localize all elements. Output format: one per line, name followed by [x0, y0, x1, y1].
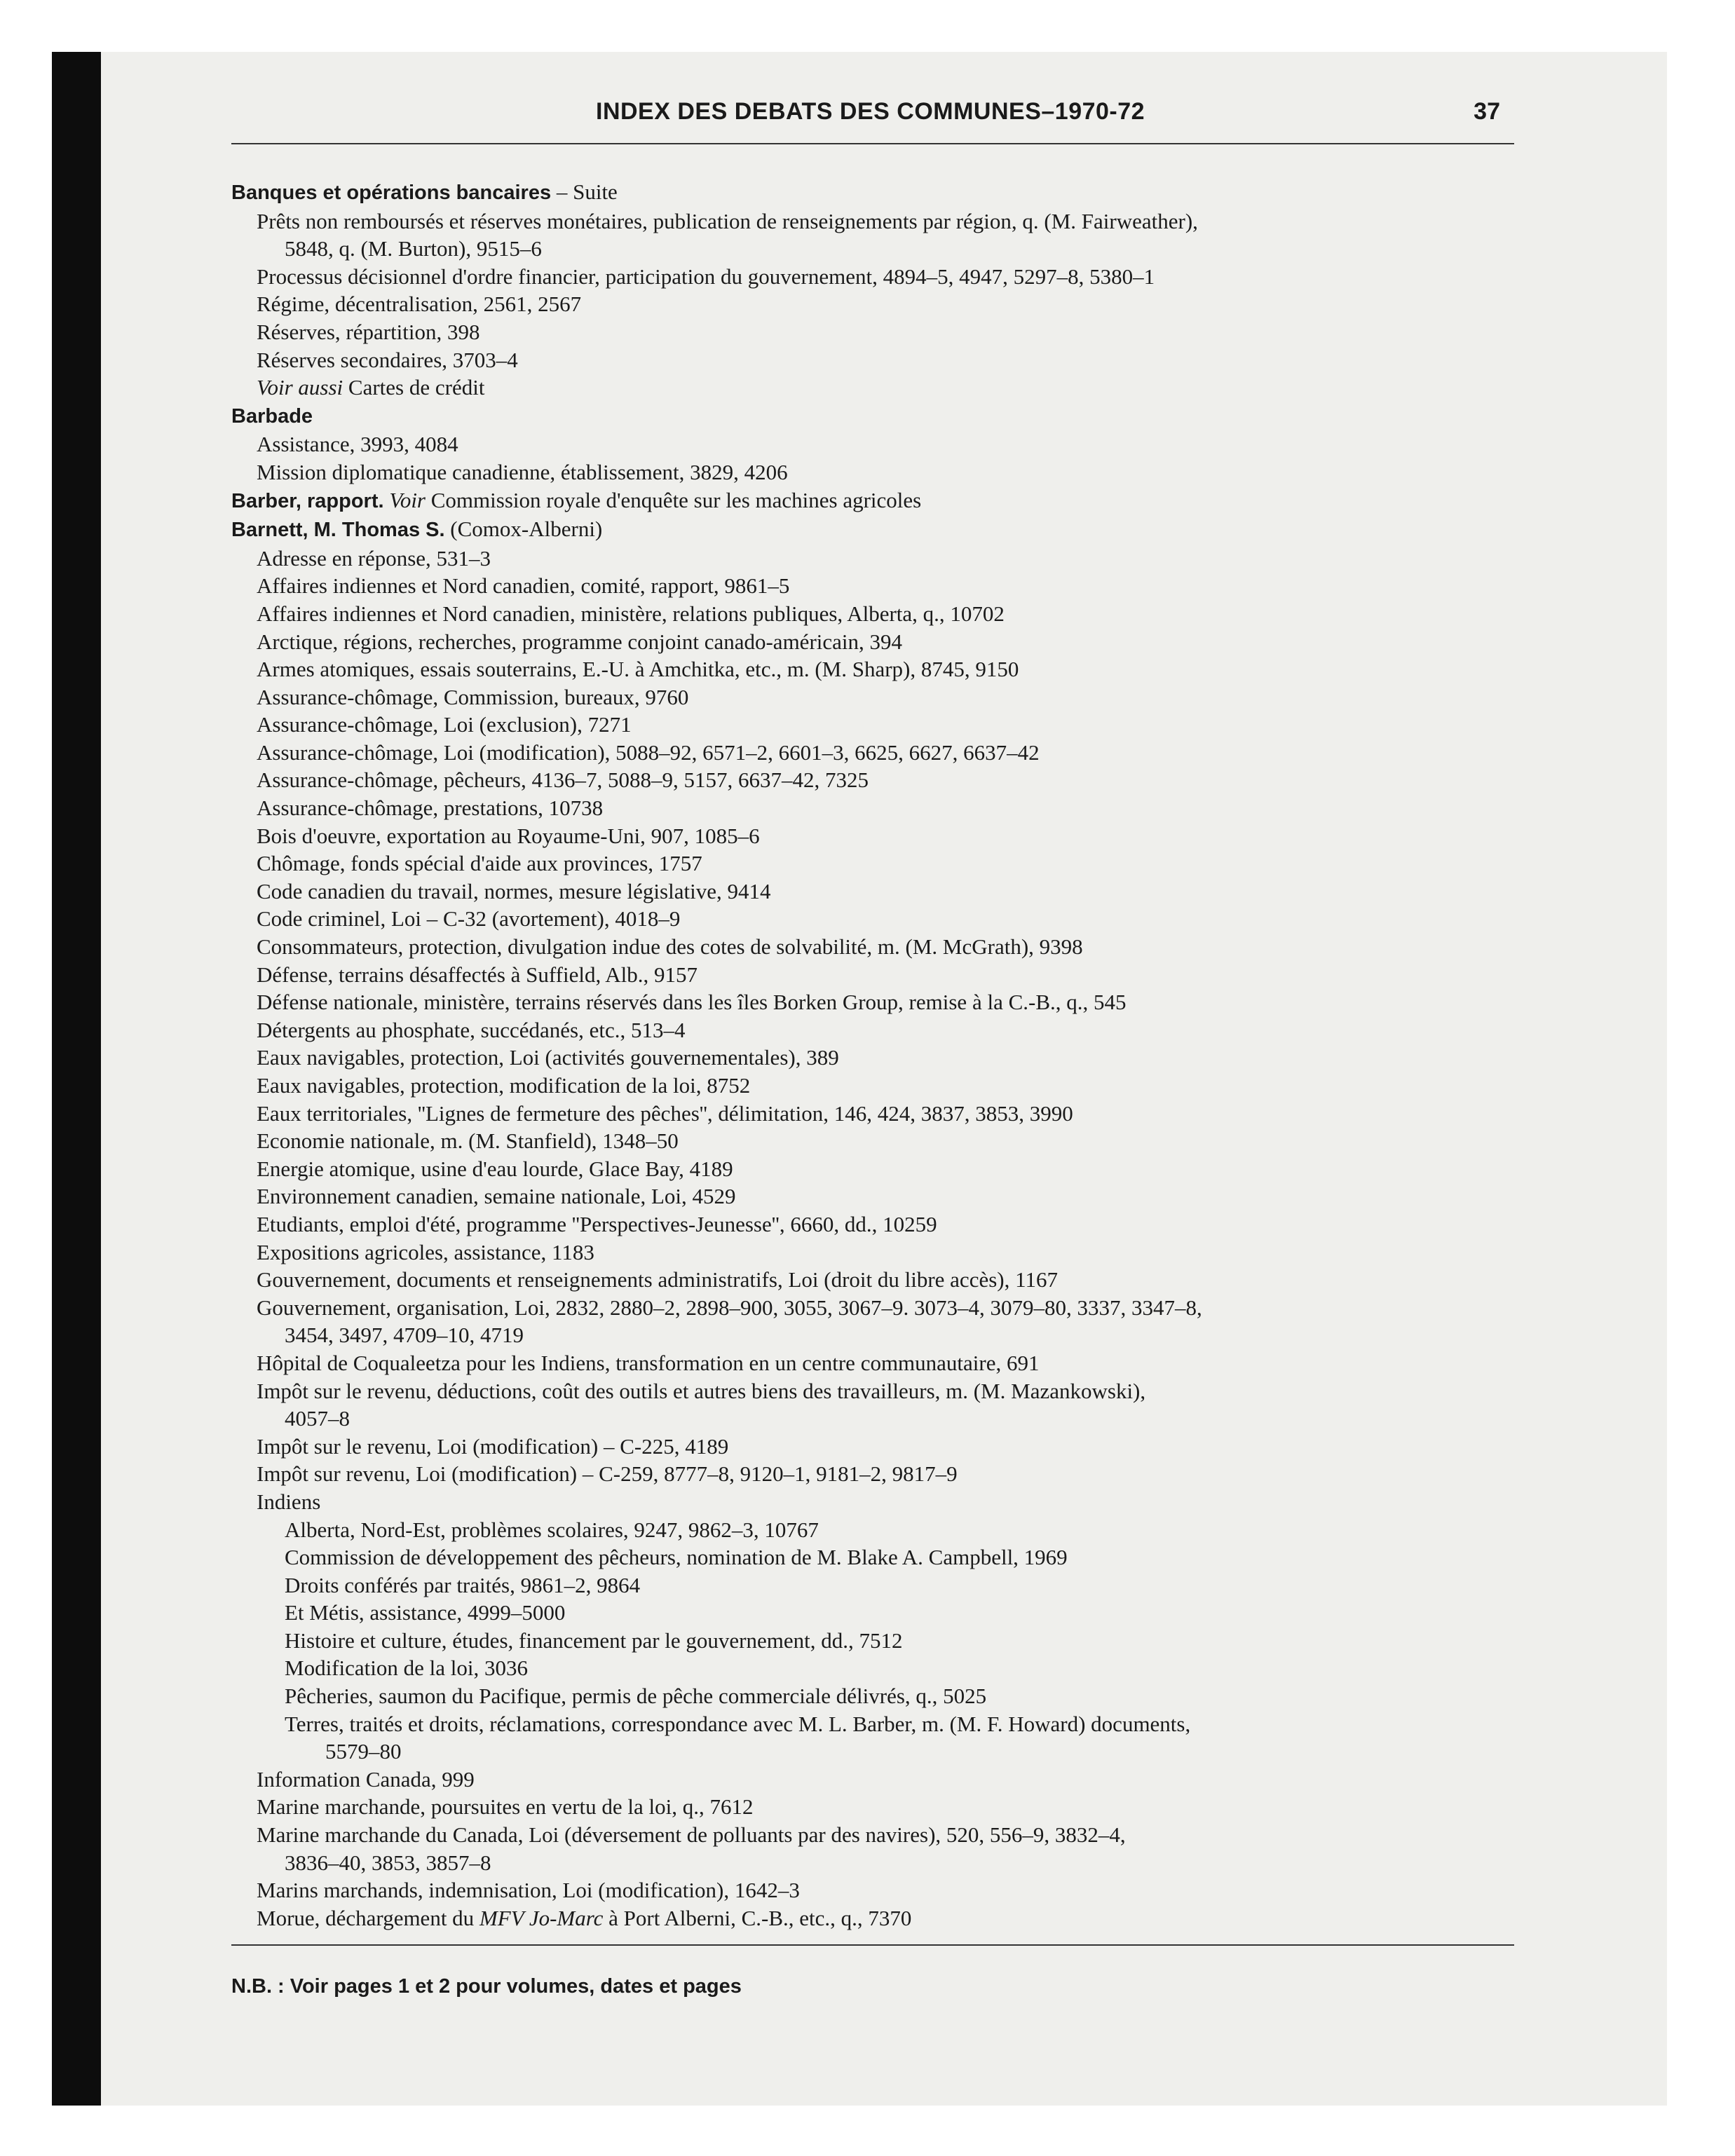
entry-text: Assurance-chômage, Loi (modification), 5088–92, 6571–2, 6601–3, 6625, 6627, 6637–42 [257, 739, 1040, 765]
index-entry [231, 1377, 1514, 1405]
entry-text: Cartes de crédit [343, 375, 485, 400]
entry-text: Modification de la loi, 3036 [285, 1656, 528, 1681]
index-entry [231, 1516, 1514, 1544]
heading-term: Banques et opérations bancaires [231, 182, 552, 204]
entry-text: Armes atomiques, essais souterrains, E.-U. à Amchitka, etc., m. (M. Sharp), 8745, 9150 [257, 657, 1019, 682]
entry-text: Adresse en réponse, 531–3 [257, 545, 491, 571]
entry-text: Energie atomique, usine d'eau lourde, Glace Bay, 4189 [257, 1156, 733, 1181]
entry-text: Expositions agricoles, assistance, 1183 [257, 1239, 594, 1264]
entry-text: Economie nationale, m. (M. Stanfield), 1348–50 [257, 1128, 679, 1154]
heading-term: Barnett, M. Thomas S. [231, 519, 445, 542]
entry-text: Assurance-chômage, Loi (exclusion), 7271 [257, 712, 632, 737]
entry-text: Code canadien du travail, normes, mesure législative, 9414 [257, 878, 771, 903]
index-entry [231, 1266, 1514, 1294]
entry-text: Assurance-chômage, Commission, bureaux, 9760 [257, 684, 689, 709]
entry-text: Impôt sur le revenu, Loi (modification) – C-225, 4189 [257, 1433, 729, 1459]
entry-text: Détergents au phosphate, succédanés, etc., 513–4 [257, 1017, 686, 1042]
entry-text: Marins marchands, indemnisation, Loi (modification), 1642–3 [257, 1878, 800, 1903]
index-entry [231, 263, 1514, 291]
index-entry [231, 1182, 1514, 1210]
entry-text: Prêts non remboursés et réserves monétaires, publication de renseignements par région, q. (M. Fairweather), [257, 208, 1198, 233]
index-entry [231, 1239, 1514, 1267]
entry-text: Terres, traités et droits, réclamations, correspondance avec M. L. Barber, m. (M. F. Howard) documents, [285, 1711, 1191, 1736]
scan-border [52, 52, 101, 2106]
entry-text: Eaux navigables, protection, modification de la loi, 8752 [257, 1073, 751, 1098]
index-entry [231, 374, 1514, 402]
index-entry [231, 1155, 1514, 1183]
entry-text: Morue, déchargement du [257, 1905, 479, 1930]
italic-text: Voir [383, 487, 426, 512]
footer-note: N.B. : Voir pages 1 et 2 pour volumes, dates et pages [231, 1975, 742, 1998]
index-entry [231, 1433, 1514, 1461]
entry-text: Assurance-chômage, prestations, 10738 [257, 796, 604, 821]
index-entry [231, 1654, 1514, 1682]
index-entry [231, 1599, 1514, 1627]
entry-text: Environnement canadien, semaine nationale, Loi, 4529 [257, 1184, 736, 1209]
index-entry [231, 1793, 1514, 1821]
entry-text: (Comox-Alberni) [444, 517, 603, 542]
entry-text: 3836–40, 3853, 3857–8 [285, 1850, 491, 1875]
index-entry [231, 600, 1514, 628]
index-heading [231, 402, 1514, 431]
index-entry [231, 822, 1514, 850]
index-entry [231, 1016, 1514, 1044]
entry-text: Assurance-chômage, pêcheurs, 4136–7, 5088–9, 5157, 6637–42, 7325 [257, 767, 869, 793]
entry-text: 5848, q. (M. Burton), 9515–6 [285, 236, 542, 261]
entry-text: Impôt sur le revenu, déductions, coût des outils et autres biens des travailleurs, m. (M. Mazankowski), [257, 1378, 1146, 1403]
index-entry-continuation [231, 1405, 1514, 1433]
entry-text: 4057–8 [285, 1406, 350, 1431]
index-entry [231, 794, 1514, 822]
entry-text: Assistance, 3993, 4084 [257, 432, 458, 457]
entry-text: Etudiants, emploi d'été, programme ''Perspectives-Jeunesse'', 6660, dd., 10259 [257, 1211, 937, 1236]
index-entry [231, 1072, 1514, 1100]
index-entry [231, 1904, 1514, 1932]
index-entry [231, 1349, 1514, 1377]
index-entry [231, 1543, 1514, 1571]
index-entry [231, 290, 1514, 318]
entry-text: Défense nationale, ministère, terrains réservés dans les îles Borken Group, remise à la C.-B., q., 545 [257, 990, 1127, 1015]
index-entry [231, 1710, 1514, 1738]
index-entry [231, 961, 1514, 989]
entry-text: Eaux territoriales, ''Lignes de fermeture des pêches'', délimitation, 146, 424, 3837, 3853, 3990 [257, 1100, 1073, 1126]
index-entry [231, 1127, 1514, 1155]
entry-text: Gouvernement, organisation, Loi, 2832, 2880–2, 2898–900, 3055, 3067–9. 3073–4, 3079–80, 3337, 3347–8, [257, 1295, 1202, 1320]
index-entry [231, 1821, 1514, 1849]
entry-text: Réserves secondaires, 3703–4 [257, 347, 518, 372]
entry-text: Code criminel, Loi – C-32 (avortement), 4018–9 [257, 906, 681, 932]
entry-text: Histoire et culture, études, financement par le gouvernement, dd., 7512 [285, 1628, 903, 1653]
index-entry-continuation [231, 1738, 1514, 1766]
index-entry [231, 739, 1514, 767]
index-entry-continuation [231, 235, 1514, 263]
entry-text: Impôt sur revenu, Loi (modification) – C-259, 8777–8, 9120–1, 9181–2, 9817–9 [257, 1461, 958, 1487]
index-entry [231, 1627, 1514, 1655]
index-entry [231, 346, 1514, 374]
entry-text: Marine marchande, poursuites en vertu de la loi, q., 7612 [257, 1794, 754, 1820]
entry-text: Chômage, fonds spécial d'aide aux provinces, 1757 [257, 851, 702, 876]
index-entry [231, 850, 1514, 878]
index-entry-continuation [231, 1849, 1514, 1877]
entry-text: 3454, 3497, 4709–10, 4719 [285, 1323, 524, 1348]
index-entry [231, 545, 1514, 573]
index-entry [231, 458, 1514, 486]
index-entry [231, 1571, 1514, 1599]
index-entries [231, 178, 1514, 1932]
entry-text: Défense, terrains désaffectés à Suffield, Alb., 9157 [257, 962, 698, 987]
entry-text: Réserves, répartition, 398 [257, 319, 480, 344]
entry-text: Arctique, régions, recherches, programme conjoint canado-américain, 394 [257, 629, 903, 654]
index-entry [231, 430, 1514, 458]
entry-text: Consommateurs, protection, divulgation indue des cotes de solvabilité, m. (M. McGrath), 9398 [257, 934, 1083, 960]
index-entry [231, 933, 1514, 961]
entry-text: Indiens [257, 1489, 321, 1514]
entry-text: à Port Alberni, C.-B., etc., q., 7370 [603, 1905, 912, 1930]
header-rule [231, 143, 1514, 144]
entry-text: 5579–80 [325, 1739, 402, 1764]
index-entry [231, 1876, 1514, 1904]
entry-text: Droits conférés par traités, 9861–2, 9864 [285, 1572, 641, 1597]
entry-text: Commission de développement des pêcheurs, nomination de M. Blake A. Campbell, 1969 [285, 1545, 1068, 1570]
index-entry [231, 878, 1514, 906]
index-heading [231, 486, 1514, 516]
entry-text: Et Métis, assistance, 4999–5000 [285, 1600, 566, 1625]
heading-term: Barber, rapport. [231, 489, 384, 512]
index-entry [231, 572, 1514, 600]
entry-text: Affaires indiennes et Nord canadien, comité, rapport, 9861–5 [257, 573, 790, 599]
index-heading [231, 515, 1514, 545]
index-entry [231, 1766, 1514, 1794]
index-entry [231, 683, 1514, 711]
footer-rule [231, 1944, 1514, 1946]
index-page [231, 98, 1514, 1998]
index-heading [231, 178, 1514, 207]
entry-text: Marine marchande du Canada, Loi (déversement de polluants par des navires), 520, 556–9, 3832–4, [257, 1822, 1126, 1848]
italic-text: MFV Jo-Marc [479, 1905, 604, 1930]
index-entry [231, 207, 1514, 236]
heading-term: Barbade [231, 404, 313, 428]
entry-text: Gouvernement, documents et renseignements administratifs, Loi (droit du libre accès), 1167 [257, 1267, 1058, 1292]
entry-text: Commission royale d'enquête sur les machines agricoles [426, 487, 922, 512]
index-entry [231, 766, 1514, 794]
index-entry [231, 1100, 1514, 1128]
entry-text: Bois d'oeuvre, exportation au Royaume-Uni, 907, 1085–6 [257, 823, 760, 848]
italic-text: Voir aussi [257, 375, 343, 400]
index-entry [231, 1460, 1514, 1488]
entry-text: Affaires indiennes et Nord canadien, ministère, relations publiques, Alberta, q., 10702 [257, 601, 1005, 626]
entry-text: Information Canada, 999 [257, 1766, 475, 1792]
entry-text: Hôpital de Coqualeetza pour les Indiens, transformation en un centre communautaire, 691 [257, 1350, 1040, 1375]
index-entry [231, 988, 1514, 1016]
index-entry [231, 1682, 1514, 1710]
entry-text: Processus décisionnel d'ordre financier, participation du gouvernement, 4894–5, 4947, 5297–8, 5380–1 [257, 264, 1155, 289]
index-entry [231, 318, 1514, 346]
index-entry [231, 1488, 1514, 1516]
index-entry [231, 1044, 1514, 1072]
entry-text: – Suite [551, 179, 618, 204]
index-entry [231, 628, 1514, 656]
index-entry [231, 1294, 1514, 1322]
page-title: INDEX DES DEBATS DES COMMUNES–1970-72 [596, 98, 1145, 125]
index-entry [231, 905, 1514, 933]
entry-text: Eaux navigables, protection, Loi (activités gouvernementales), 389 [257, 1045, 839, 1070]
entry-text: Régime, décentralisation, 2561, 2567 [257, 292, 582, 317]
page-header [231, 98, 1514, 139]
entry-text: Pêcheries, saumon du Pacifique, permis de pêche commerciale délivrés, q., 5025 [285, 1684, 987, 1709]
page-number: 37 [1474, 98, 1500, 125]
index-entry [231, 711, 1514, 739]
index-entry [231, 1210, 1514, 1239]
index-entry [231, 655, 1514, 683]
index-entry-continuation [231, 1321, 1514, 1349]
entry-text: Mission diplomatique canadienne, établissement, 3829, 4206 [257, 459, 788, 484]
entry-text: Alberta, Nord-Est, problèmes scolaires, 9247, 9862–3, 10767 [285, 1517, 819, 1542]
